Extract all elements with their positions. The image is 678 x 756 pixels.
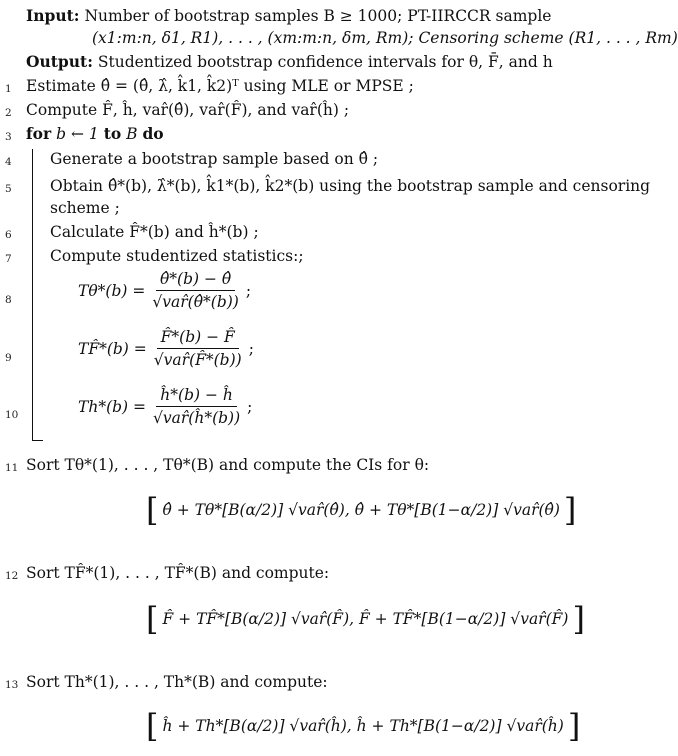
- line-number: 5: [5, 183, 12, 195]
- equation-lhs: TF̂*(b) =: [78, 339, 147, 358]
- for-keyword: for: [26, 124, 52, 143]
- step-text: Sort TF̂*(1), . . . , TF̂*(B) and compute:: [26, 564, 330, 582]
- line-number: 4: [5, 156, 12, 168]
- loop-block-line: [32, 149, 33, 440]
- ci-expression: ĥ + Th*[B(α/2)] √var̂(ĥ), ĥ + Th*[B(1−α/2)] √var̂(ĥ): [162, 717, 564, 735]
- ci-h: [146, 707, 581, 745]
- equation-tail: ;: [247, 397, 253, 416]
- line-number: 8: [5, 294, 12, 306]
- equation-lhs: Tθ*(b) =: [78, 281, 146, 300]
- input-text: Number of bootstrap samples B ≥ 1000; PT-IIRCCR sample: [84, 7, 552, 25]
- ci-expression: F̂ + TF̂*[B(α/2)] √var̂(F̂), F̂ + TF̂*[B(1−α/2)] √var̂(F̂): [162, 610, 569, 628]
- left-bracket: [: [146, 491, 159, 529]
- left-bracket: [: [146, 600, 159, 638]
- step-text-cont: scheme ;: [50, 199, 120, 217]
- to-keyword: to: [103, 124, 122, 143]
- left-bracket: [: [146, 707, 159, 745]
- line-number: 9: [5, 352, 12, 364]
- output-text: Studentized bootstrap confidence intervals for θ, F̄, and h: [97, 53, 553, 71]
- denominator: √var̂(θ̂*(b)): [152, 293, 239, 311]
- loop-end: B: [126, 125, 138, 143]
- loop-block-end: [32, 440, 43, 441]
- fraction: [148, 270, 242, 311]
- line-number: 1: [5, 83, 12, 95]
- fraction: [149, 386, 244, 427]
- equation-tail: ;: [248, 339, 254, 358]
- denominator: √var̂(F̂*(b)): [153, 351, 242, 369]
- step-text: Obtain θ̂*(b), λ̂*(b), k̂1*(b), k̂2*(b) using the bootstrap sample and censoring: [50, 177, 651, 195]
- equation-h: [78, 386, 252, 427]
- ci-theta: [146, 491, 577, 529]
- step-text: Sort Tθ*(1), . . . , Tθ*(B) and compute the CIs for θ:: [26, 456, 430, 474]
- equation-lhs: Th*(b) =: [78, 397, 147, 416]
- right-bracket: ]: [563, 491, 577, 529]
- equation-tail: ;: [245, 281, 252, 300]
- loop-var: b ← 1: [56, 125, 99, 143]
- line-number: 3: [5, 131, 12, 143]
- step-text: Compute F̂, ĥ, var̂(θ̂), var̂(F̂), and var̂(ĥ) ;: [26, 101, 350, 119]
- line-number: 13: [5, 679, 19, 691]
- equation-F: [78, 328, 254, 369]
- step-text: Compute studentized statistics:;: [50, 247, 304, 265]
- ci-expression: θ̂ + Tθ*[B(α/2)] √var̂(θ̂), θ̂ + Tθ*[B(1−α/2)] √var̂(θ̂): [162, 501, 560, 519]
- step-text: Estimate θ̂ = (θ̂, λ̂, k̂1, k̂2)ᵀ using MLE or MPSE ;: [26, 77, 414, 95]
- line-number: 10: [5, 409, 19, 421]
- input-text-cont: (x1:m:n, δ1, R1), . . . , (xm:m:n, δm, Rm); Censoring scheme (R1, . . . , Rm): [92, 29, 678, 47]
- right-bracket: ]: [567, 707, 581, 745]
- do-keyword: do: [142, 124, 164, 143]
- step-text: Calculate F̂*(b) and ĥ*(b) ;: [50, 223, 259, 241]
- line-number: 7: [5, 253, 12, 265]
- line-number: 12: [5, 570, 19, 582]
- numerator: ĥ*(b) − ĥ: [156, 386, 237, 407]
- right-bracket: ]: [572, 600, 585, 638]
- line-number: 11: [5, 462, 19, 474]
- input-label: Input:: [26, 6, 80, 25]
- equation-theta: [78, 270, 251, 311]
- line-number: 2: [5, 107, 12, 119]
- fraction: [150, 328, 246, 369]
- ci-F: [146, 600, 585, 638]
- step-text: Generate a bootstrap sample based on θ̂ ;: [50, 150, 379, 168]
- step-text: Sort Th*(1), . . . , Th*(B) and compute:: [26, 673, 328, 691]
- numerator: θ̂*(b) − θ̂: [156, 270, 235, 291]
- output-label: Output:: [26, 52, 93, 71]
- denominator: √var̂(ĥ*(b)): [153, 409, 241, 427]
- numerator: F̂*(b) − F̂: [157, 328, 239, 349]
- line-number: 6: [5, 229, 12, 241]
